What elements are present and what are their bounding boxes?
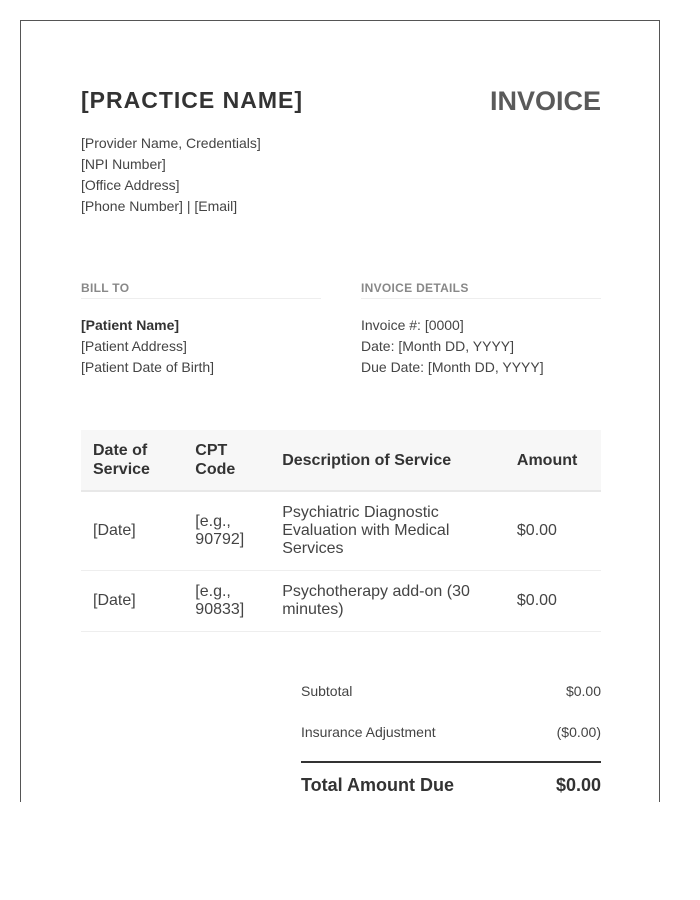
totals-section (301, 679, 601, 796)
table-row (81, 571, 601, 632)
total-due-row (301, 761, 601, 796)
insurance-adjustment-label: Insurance Adjustment (301, 724, 436, 740)
bill-to-heading: BILL TO (81, 281, 321, 299)
practice-name: [PRACTICE NAME] (81, 87, 303, 113)
total-due-value: $0.00 (555, 775, 601, 795)
header-amount: Amount (505, 430, 601, 491)
provider-address: [Office Address] (81, 177, 180, 193)
patient-address: [Patient Address] (81, 338, 187, 354)
bill-to-section (81, 281, 321, 378)
row-date: [Date] (81, 491, 183, 571)
total-due-label: Total Amount Due (301, 775, 454, 795)
row-amount: $0.00 (505, 571, 601, 632)
invoice-due-date: Due Date: [Month DD, YYYY] (361, 359, 544, 375)
insurance-adjustment-value: ($0.00) (556, 724, 601, 740)
row-date: [Date] (81, 571, 183, 632)
table-row (81, 491, 601, 571)
subtotal-value: $0.00 (565, 683, 601, 699)
row-cpt-code: [e.g., 90792] (183, 491, 270, 571)
invoice-details-heading: INVOICE DETAILS (361, 281, 601, 299)
row-amount: $0.00 (505, 491, 601, 571)
invoice-title: INVOICE (489, 86, 601, 116)
provider-info (81, 133, 261, 217)
subtotal-row (301, 679, 601, 720)
services-table (81, 430, 601, 632)
invoice-number: Invoice #: [0000] (361, 317, 464, 333)
subtotal-label: Subtotal (301, 683, 353, 699)
provider-name: [Provider Name, Credentials] (81, 135, 261, 151)
invoice-page (20, 20, 660, 802)
table-header-row (81, 430, 601, 491)
invoice-details-section (361, 281, 601, 378)
patient-dob: [Patient Date of Birth] (81, 359, 215, 375)
header-description: Description of Service (270, 430, 505, 491)
provider-npi: [NPI Number] (81, 156, 166, 172)
provider-contact: [Phone Number] | [Email] (81, 198, 238, 214)
row-cpt-code: [e.g., 90833] (183, 571, 270, 632)
row-description: Psychotherapy add-on (30 minutes) (270, 571, 505, 632)
insurance-adjustment-row (301, 720, 601, 761)
patient-name: [Patient Name] (81, 317, 180, 333)
header-date-of-service: Date of Service (81, 430, 183, 491)
invoice-date: Date: [Month DD, YYYY] (361, 338, 515, 354)
header-cpt-code: CPT Code (183, 430, 270, 491)
row-description: Psychiatric Diagnostic Evaluation with Medical Services (270, 491, 505, 571)
